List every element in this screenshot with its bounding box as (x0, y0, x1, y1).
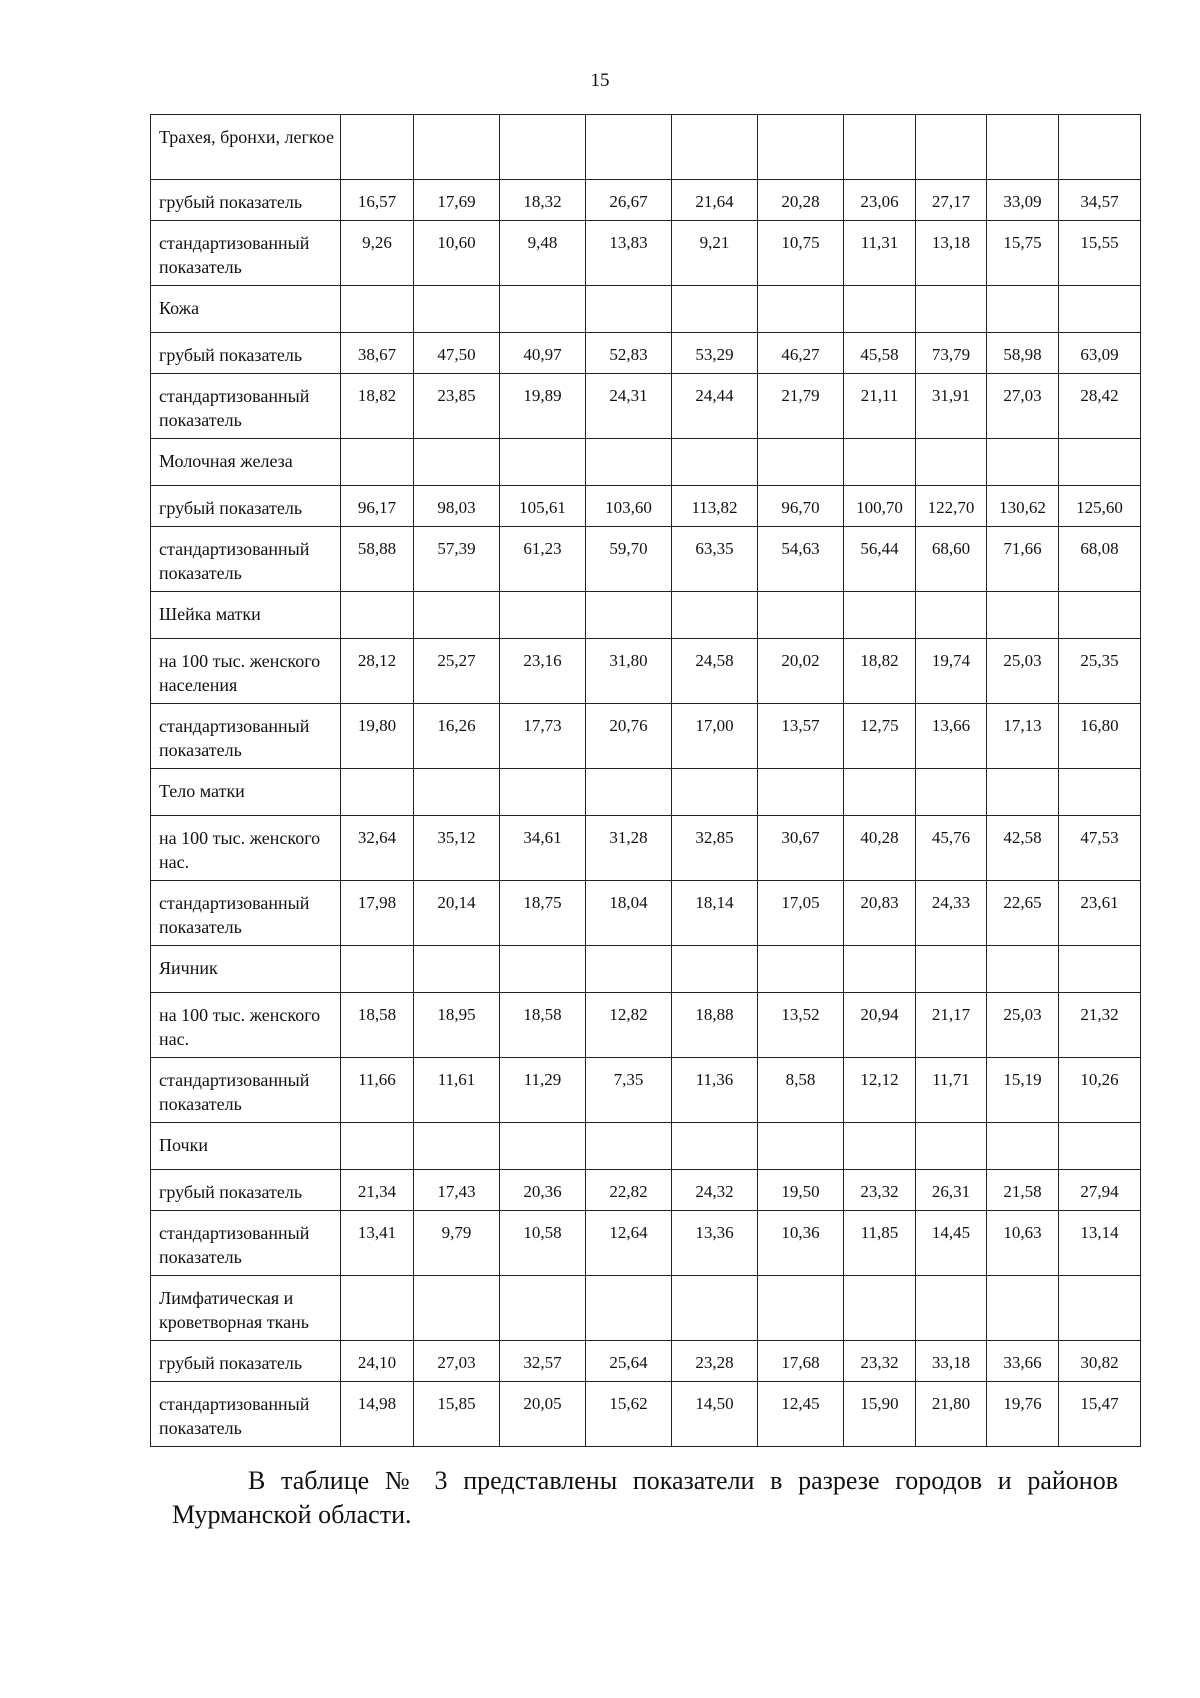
table-cell: 14,98 (341, 1382, 414, 1447)
table-cell (586, 439, 672, 486)
table-cell (758, 946, 844, 993)
table-cell (1059, 946, 1141, 993)
table-cell (500, 115, 586, 180)
table-cell: 21,11 (844, 374, 916, 439)
row-label: стандартизованный показатель (151, 1211, 341, 1276)
table-cell (672, 1123, 758, 1170)
table-cell: 18,58 (341, 993, 414, 1058)
table-cell: 13,66 (916, 704, 987, 769)
table-cell: 63,09 (1059, 333, 1141, 374)
table-cell (586, 592, 672, 639)
table-cell: 11,29 (500, 1058, 586, 1123)
table-row (151, 704, 1141, 769)
table-cell: 17,98 (341, 881, 414, 946)
table-cell: 96,17 (341, 486, 414, 527)
table-cell: 24,10 (341, 1341, 414, 1382)
table-cell: 58,88 (341, 527, 414, 592)
row-label: стандартизованный показатель (151, 374, 341, 439)
table-cell: 33,66 (987, 1341, 1059, 1382)
table-row (151, 1211, 1141, 1276)
table-cell: 18,88 (672, 993, 758, 1058)
table-row (151, 1170, 1141, 1211)
table-cell: 17,68 (758, 1341, 844, 1382)
table-cell (916, 946, 987, 993)
table-cell: 125,60 (1059, 486, 1141, 527)
table-cell: 23,32 (844, 1170, 916, 1211)
table-row (151, 816, 1141, 881)
table-cell (414, 769, 500, 816)
table-cell: 12,75 (844, 704, 916, 769)
table-cell: 10,58 (500, 1211, 586, 1276)
table-row (151, 881, 1141, 946)
table-row (151, 527, 1141, 592)
table-cell: 53,29 (672, 333, 758, 374)
row-label: грубый показатель (151, 333, 341, 374)
table-row (151, 1382, 1141, 1447)
table-row (151, 221, 1141, 286)
table-cell: 130,62 (987, 486, 1059, 527)
table-cell: 15,85 (414, 1382, 500, 1447)
table-cell (586, 769, 672, 816)
table-cell: 8,58 (758, 1058, 844, 1123)
table-cell: 9,48 (500, 221, 586, 286)
row-label: грубый показатель (151, 1341, 341, 1382)
table-cell (1059, 286, 1141, 333)
table-cell (1059, 592, 1141, 639)
table-cell (586, 115, 672, 180)
table-cell: 12,45 (758, 1382, 844, 1447)
table-cell: 45,58 (844, 333, 916, 374)
table-cell: 20,28 (758, 180, 844, 221)
table-cell: 11,85 (844, 1211, 916, 1276)
table-cell: 20,36 (500, 1170, 586, 1211)
table-cell: 15,19 (987, 1058, 1059, 1123)
table-cell: 13,41 (341, 1211, 414, 1276)
table-cell: 21,58 (987, 1170, 1059, 1211)
table-cell (500, 592, 586, 639)
table-cell: 9,79 (414, 1211, 500, 1276)
table-row (151, 439, 1141, 486)
table-cell: 16,26 (414, 704, 500, 769)
table-cell (844, 286, 916, 333)
table-cell: 15,90 (844, 1382, 916, 1447)
table-cell (758, 1123, 844, 1170)
table-cell: 24,33 (916, 881, 987, 946)
table-cell: 58,98 (987, 333, 1059, 374)
table-cell: 20,76 (586, 704, 672, 769)
table-cell: 15,62 (586, 1382, 672, 1447)
table-cell: 21,79 (758, 374, 844, 439)
table-cell (500, 286, 586, 333)
table-cell: 7,35 (586, 1058, 672, 1123)
table-cell: 31,28 (586, 816, 672, 881)
table-cell (758, 592, 844, 639)
table-cell: 34,61 (500, 816, 586, 881)
table-body (151, 115, 1141, 1447)
table-cell (1059, 1276, 1141, 1341)
table-cell (916, 769, 987, 816)
table-cell (500, 769, 586, 816)
table-cell: 33,18 (916, 1341, 987, 1382)
table-row (151, 769, 1141, 816)
table-cell (844, 1123, 916, 1170)
table-cell (758, 439, 844, 486)
table-cell: 27,03 (414, 1341, 500, 1382)
table-cell: 15,75 (987, 221, 1059, 286)
table-cell: 45,76 (916, 816, 987, 881)
table-cell (672, 115, 758, 180)
table-cell: 59,70 (586, 527, 672, 592)
table-cell: 19,89 (500, 374, 586, 439)
table-cell: 40,97 (500, 333, 586, 374)
table-cell: 13,14 (1059, 1211, 1141, 1276)
table-cell: 25,27 (414, 639, 500, 704)
table-cell: 21,34 (341, 1170, 414, 1211)
table-cell (672, 946, 758, 993)
table-cell (500, 1276, 586, 1341)
table-row (151, 1058, 1141, 1123)
table-cell (341, 439, 414, 486)
table-cell: 63,35 (672, 527, 758, 592)
row-label: Лимфатическая и кроветворная ткань (151, 1276, 341, 1341)
table-cell (672, 439, 758, 486)
table-cell: 16,57 (341, 180, 414, 221)
table-cell (916, 286, 987, 333)
table-cell: 17,13 (987, 704, 1059, 769)
table-cell: 103,60 (586, 486, 672, 527)
table-cell: 32,57 (500, 1341, 586, 1382)
table-cell: 22,82 (586, 1170, 672, 1211)
table-row (151, 1123, 1141, 1170)
table-cell: 32,85 (672, 816, 758, 881)
table-cell: 30,82 (1059, 1341, 1141, 1382)
row-label: грубый показатель (151, 486, 341, 527)
table-cell: 23,85 (414, 374, 500, 439)
data-table (150, 114, 1141, 1447)
table-cell: 10,75 (758, 221, 844, 286)
table-cell (341, 1276, 414, 1341)
table-cell: 40,28 (844, 816, 916, 881)
table-cell: 15,55 (1059, 221, 1141, 286)
table-cell: 47,50 (414, 333, 500, 374)
table-cell: 12,12 (844, 1058, 916, 1123)
table-cell: 47,53 (1059, 816, 1141, 881)
table-cell: 122,70 (916, 486, 987, 527)
table-cell: 32,64 (341, 816, 414, 881)
table-cell: 96,70 (758, 486, 844, 527)
table-cell: 18,04 (586, 881, 672, 946)
table-cell: 57,39 (414, 527, 500, 592)
table-row (151, 993, 1141, 1058)
row-label: Трахея, бронхи, легкое (151, 115, 341, 180)
table-cell (586, 1123, 672, 1170)
table-row (151, 639, 1141, 704)
table-cell (414, 1123, 500, 1170)
table-cell (341, 769, 414, 816)
table-cell: 25,03 (987, 639, 1059, 704)
table-cell: 23,61 (1059, 881, 1141, 946)
table-cell: 20,02 (758, 639, 844, 704)
table-cell: 28,42 (1059, 374, 1141, 439)
table-cell: 14,45 (916, 1211, 987, 1276)
table-cell: 27,03 (987, 374, 1059, 439)
row-label: грубый показатель (151, 1170, 341, 1211)
table-cell: 19,50 (758, 1170, 844, 1211)
table-cell: 30,67 (758, 816, 844, 881)
table-cell: 13,18 (916, 221, 987, 286)
row-label: на 100 тыс. женского нас. (151, 993, 341, 1058)
table-row (151, 946, 1141, 993)
table-cell (500, 1123, 586, 1170)
row-label: стандартизованный показатель (151, 527, 341, 592)
row-label: Молочная железа (151, 439, 341, 486)
table-cell: 52,83 (586, 333, 672, 374)
page-number: 15 (590, 70, 610, 91)
table-cell: 38,67 (341, 333, 414, 374)
table-cell: 25,35 (1059, 639, 1141, 704)
table-cell: 10,60 (414, 221, 500, 286)
table-cell: 18,82 (844, 639, 916, 704)
table-cell: 28,12 (341, 639, 414, 704)
table-cell: 18,82 (341, 374, 414, 439)
table-cell: 18,14 (672, 881, 758, 946)
table-cell (414, 286, 500, 333)
table-cell (341, 1123, 414, 1170)
row-label: стандартизованный показатель (151, 1058, 341, 1123)
table-cell (414, 592, 500, 639)
table-cell: 13,36 (672, 1211, 758, 1276)
table-row (151, 592, 1141, 639)
table-cell: 24,58 (672, 639, 758, 704)
table-cell: 54,63 (758, 527, 844, 592)
table-cell: 11,61 (414, 1058, 500, 1123)
body-paragraph: В таблице № 3 представлены показатели в разрезе городов и районов Мурманской области. (172, 1466, 1118, 1529)
table-cell: 25,03 (987, 993, 1059, 1058)
table-cell: 23,32 (844, 1341, 916, 1382)
table-cell (341, 946, 414, 993)
table-cell (987, 769, 1059, 816)
table-cell: 17,69 (414, 180, 500, 221)
table-cell: 15,47 (1059, 1382, 1141, 1447)
table-cell (916, 115, 987, 180)
table-cell (916, 592, 987, 639)
table-cell (758, 286, 844, 333)
table-cell: 26,31 (916, 1170, 987, 1211)
table-row (151, 286, 1141, 333)
table-cell: 35,12 (414, 816, 500, 881)
table-cell: 13,52 (758, 993, 844, 1058)
table-cell (987, 1276, 1059, 1341)
table-cell: 21,32 (1059, 993, 1141, 1058)
table-cell: 46,27 (758, 333, 844, 374)
table-cell (672, 592, 758, 639)
table-cell: 17,73 (500, 704, 586, 769)
table-cell: 18,75 (500, 881, 586, 946)
table-cell: 23,28 (672, 1341, 758, 1382)
table-row (151, 486, 1141, 527)
table-cell (341, 592, 414, 639)
table-cell: 20,14 (414, 881, 500, 946)
table-cell (341, 115, 414, 180)
table-cell (1059, 439, 1141, 486)
table-cell: 18,95 (414, 993, 500, 1058)
table-cell: 24,31 (586, 374, 672, 439)
table-cell (844, 1276, 916, 1341)
table-cell: 61,23 (500, 527, 586, 592)
table-cell (586, 286, 672, 333)
table-cell: 12,82 (586, 993, 672, 1058)
table-cell: 11,71 (916, 1058, 987, 1123)
table-cell (844, 115, 916, 180)
row-label: стандартизованный показатель (151, 704, 341, 769)
table-cell: 20,83 (844, 881, 916, 946)
table-cell: 68,08 (1059, 527, 1141, 592)
table-cell: 113,82 (672, 486, 758, 527)
table-cell: 11,66 (341, 1058, 414, 1123)
table-cell (916, 439, 987, 486)
table-cell: 24,44 (672, 374, 758, 439)
table-cell: 31,91 (916, 374, 987, 439)
table-cell (414, 946, 500, 993)
table-cell: 33,09 (987, 180, 1059, 221)
table-cell (987, 439, 1059, 486)
table-cell: 98,03 (414, 486, 500, 527)
table-cell: 20,05 (500, 1382, 586, 1447)
row-label: стандартизованный показатель (151, 1382, 341, 1447)
table-cell (844, 439, 916, 486)
table-cell (672, 286, 758, 333)
table-cell (916, 1123, 987, 1170)
table-cell: 10,36 (758, 1211, 844, 1276)
table-cell (758, 1276, 844, 1341)
table-cell (844, 769, 916, 816)
table-cell: 27,94 (1059, 1170, 1141, 1211)
table-cell: 18,32 (500, 180, 586, 221)
table-cell: 21,17 (916, 993, 987, 1058)
table-cell (987, 1123, 1059, 1170)
row-label: Шейка матки (151, 592, 341, 639)
table-cell (987, 115, 1059, 180)
table-cell: 26,67 (586, 180, 672, 221)
table-cell (1059, 769, 1141, 816)
table-cell: 21,80 (916, 1382, 987, 1447)
table-cell: 24,32 (672, 1170, 758, 1211)
table-row (151, 374, 1141, 439)
table-cell (414, 1276, 500, 1341)
table-cell (987, 286, 1059, 333)
table-row (151, 1341, 1141, 1382)
table-row (151, 333, 1141, 374)
table-cell (987, 592, 1059, 639)
table-cell: 100,70 (844, 486, 916, 527)
table-cell (341, 286, 414, 333)
table-cell (500, 439, 586, 486)
row-label: Тело матки (151, 769, 341, 816)
table-cell: 13,83 (586, 221, 672, 286)
table-cell: 56,44 (844, 527, 916, 592)
table-cell (586, 946, 672, 993)
table-cell (414, 115, 500, 180)
table-cell: 21,64 (672, 180, 758, 221)
table-cell (586, 1276, 672, 1341)
table-cell (414, 439, 500, 486)
table-cell: 27,17 (916, 180, 987, 221)
table-cell: 18,58 (500, 993, 586, 1058)
table-cell: 19,76 (987, 1382, 1059, 1447)
table-cell: 73,79 (916, 333, 987, 374)
table-cell (758, 115, 844, 180)
table-cell (672, 769, 758, 816)
table-cell: 12,64 (586, 1211, 672, 1276)
table-cell: 20,94 (844, 993, 916, 1058)
table-cell: 71,66 (987, 527, 1059, 592)
table-cell (844, 592, 916, 639)
table-cell: 25,64 (586, 1341, 672, 1382)
row-label: стандартизованный показатель (151, 221, 341, 286)
table-cell: 34,57 (1059, 180, 1141, 221)
table-row (151, 1276, 1141, 1341)
table-cell: 11,31 (844, 221, 916, 286)
table-cell: 14,50 (672, 1382, 758, 1447)
table-cell: 16,80 (1059, 704, 1141, 769)
table-cell: 31,80 (586, 639, 672, 704)
table-cell: 17,00 (672, 704, 758, 769)
row-label: на 100 тыс. женского нас. (151, 816, 341, 881)
table-cell: 42,58 (987, 816, 1059, 881)
row-label: грубый показатель (151, 180, 341, 221)
table-cell: 10,63 (987, 1211, 1059, 1276)
table-cell (1059, 1123, 1141, 1170)
table-cell: 19,80 (341, 704, 414, 769)
table-cell: 11,36 (672, 1058, 758, 1123)
table-cell: 9,26 (341, 221, 414, 286)
table-cell: 23,06 (844, 180, 916, 221)
table-cell (758, 769, 844, 816)
table-cell: 17,43 (414, 1170, 500, 1211)
table-cell (500, 946, 586, 993)
table-cell: 19,74 (916, 639, 987, 704)
table-row (151, 115, 1141, 180)
table-cell: 105,61 (500, 486, 586, 527)
table-cell: 9,21 (672, 221, 758, 286)
table-cell (916, 1276, 987, 1341)
table-cell: 68,60 (916, 527, 987, 592)
table-cell (672, 1276, 758, 1341)
table-cell: 13,57 (758, 704, 844, 769)
row-label: Кожа (151, 286, 341, 333)
table-cell (844, 946, 916, 993)
table-row (151, 180, 1141, 221)
table-cell: 17,05 (758, 881, 844, 946)
row-label: стандартизованный показатель (151, 881, 341, 946)
row-label: Яичник (151, 946, 341, 993)
row-label: на 100 тыс. женского населения (151, 639, 341, 704)
table-cell (1059, 115, 1141, 180)
table-cell: 10,26 (1059, 1058, 1141, 1123)
table-cell (987, 946, 1059, 993)
table-cell: 22,65 (987, 881, 1059, 946)
row-label: Почки (151, 1123, 341, 1170)
table-cell: 23,16 (500, 639, 586, 704)
